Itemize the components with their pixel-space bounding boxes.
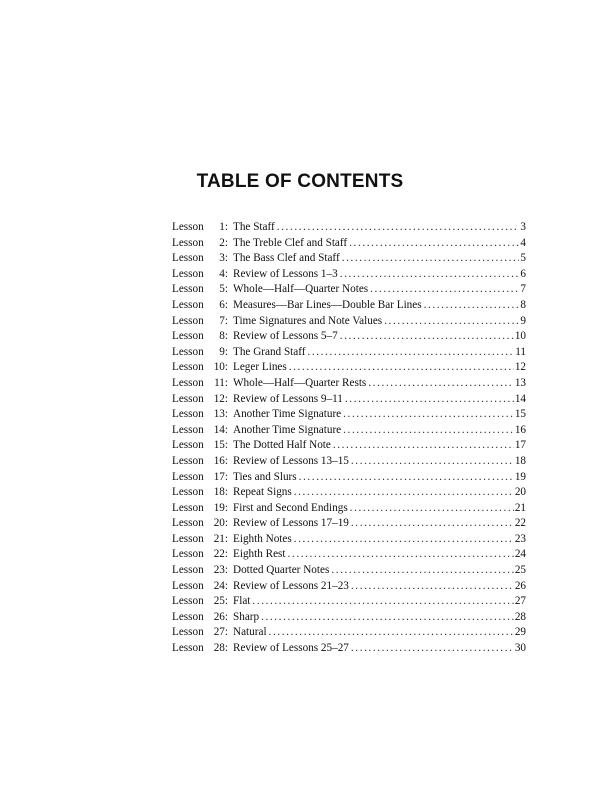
- lesson-title: Another Time Signature: [233, 408, 342, 421]
- dot-leader: [349, 236, 519, 252]
- toc-entry: [172, 392, 526, 408]
- lesson-number: 24:: [213, 579, 228, 592]
- dot-leader: [351, 516, 514, 532]
- lesson-number: 16:: [213, 454, 228, 467]
- dot-leader: [299, 470, 514, 486]
- lesson-label: Lesson: [172, 470, 204, 483]
- lesson-number: 27:: [213, 626, 228, 639]
- toc-entry: [172, 345, 526, 361]
- dot-leader: [288, 547, 514, 563]
- page-number: 25: [514, 564, 526, 577]
- lesson-title: The Treble Clef and Staff: [233, 236, 348, 249]
- lesson-title: Review of Lessons 9–11: [233, 392, 343, 405]
- lesson-number: 11:: [214, 376, 228, 389]
- lesson-number: 17:: [213, 470, 228, 483]
- dot-leader: [294, 485, 514, 501]
- toc-list: [172, 220, 526, 657]
- lesson-label: Lesson: [172, 236, 204, 249]
- lesson-number: 12:: [213, 392, 228, 405]
- lesson-number: 3:: [219, 252, 228, 265]
- lesson-label: Lesson: [172, 439, 204, 452]
- toc-entry: [172, 563, 526, 579]
- page-title: TABLE OF CONTENTS: [196, 170, 404, 192]
- toc-entry: [172, 360, 526, 376]
- lesson-title: Eighth Rest: [233, 548, 286, 561]
- lesson-number: 25:: [213, 595, 228, 608]
- lesson-number: 20:: [213, 517, 228, 530]
- lesson-label: Lesson: [172, 361, 204, 374]
- lesson-number: 23:: [213, 564, 228, 577]
- toc-entry: [172, 594, 526, 610]
- toc-entry: [172, 376, 526, 392]
- page-number: 14: [514, 392, 526, 405]
- dot-leader: [384, 314, 519, 330]
- lesson-label: Lesson: [172, 252, 204, 265]
- lesson-title: Review of Lessons 25–27: [233, 642, 349, 655]
- lesson-title: Dotted Quarter Notes: [233, 564, 330, 577]
- page-number: 7: [520, 283, 526, 296]
- lesson-title: Review of Lessons 5–7: [233, 330, 338, 343]
- toc-entry: [172, 485, 526, 501]
- page-number: 22: [514, 517, 526, 530]
- toc-entry: [172, 579, 526, 595]
- lesson-number: 13:: [213, 408, 228, 421]
- lesson-label: Lesson: [172, 267, 204, 280]
- dot-leader: [370, 282, 519, 298]
- toc-entry: [172, 454, 526, 470]
- toc-entry: [172, 314, 526, 330]
- lesson-label: Lesson: [172, 642, 204, 655]
- lesson-title: Whole—Half—Quarter Rests: [233, 376, 367, 389]
- lesson-number: 22:: [213, 548, 228, 561]
- lesson-title: First and Second Endings: [233, 501, 348, 514]
- lesson-number: 15:: [213, 439, 228, 452]
- lesson-title: Ties and Slurs: [233, 470, 297, 483]
- lesson-title: Flat: [233, 595, 251, 608]
- page-number: 8: [520, 298, 526, 311]
- toc-entry: [172, 282, 526, 298]
- page-number: 23: [514, 532, 526, 545]
- lesson-label: Lesson: [172, 408, 204, 421]
- lesson-label: Lesson: [172, 376, 204, 389]
- dot-leader: [368, 376, 514, 392]
- toc-entry: [172, 267, 526, 283]
- dot-leader: [340, 329, 514, 345]
- lesson-label: Lesson: [172, 392, 204, 405]
- toc-entry: [172, 641, 526, 657]
- dot-leader: [252, 594, 513, 610]
- lesson-number: 2:: [219, 236, 228, 249]
- page-number: 6: [520, 267, 526, 280]
- dot-leader: [294, 532, 514, 548]
- page-number: 5: [520, 252, 526, 265]
- lesson-number: 10:: [213, 361, 228, 374]
- lesson-title: Review of Lessons 17–19: [233, 517, 349, 530]
- dot-leader: [340, 267, 520, 283]
- dot-leader: [261, 610, 514, 626]
- lesson-label: Lesson: [172, 595, 204, 608]
- page-number: 9: [520, 314, 526, 327]
- dot-leader: [331, 563, 514, 579]
- page-number: 20: [514, 486, 526, 499]
- page-number: 18: [514, 454, 526, 467]
- dot-leader: [350, 501, 514, 517]
- lesson-title: Time Signatures and Note Values: [233, 314, 383, 327]
- dot-leader: [342, 251, 520, 267]
- lesson-number: 28:: [213, 642, 228, 655]
- lesson-title: The Staff: [233, 221, 275, 233]
- lesson-label: Lesson: [172, 221, 204, 233]
- toc-entry: [172, 625, 526, 641]
- lesson-title: The Dotted Half Note: [233, 439, 331, 452]
- lesson-number: 14:: [213, 423, 228, 436]
- page-number: 11: [515, 345, 526, 358]
- page-number: 13: [514, 376, 526, 389]
- lesson-title: Review of Lessons 13–15: [233, 454, 349, 467]
- lesson-title: The Bass Clef and Staff: [233, 252, 340, 265]
- toc-entry: [172, 251, 526, 267]
- page-number: 26: [514, 579, 526, 592]
- lesson-number: 21:: [213, 532, 228, 545]
- lesson-title: Review of Lessons 1–3: [233, 267, 338, 280]
- lesson-label: Lesson: [172, 486, 204, 499]
- lesson-title: Natural: [233, 626, 267, 639]
- lesson-label: Lesson: [172, 283, 204, 296]
- toc-entry: [172, 438, 526, 454]
- lesson-title: Measures—Bar Lines—Double Bar Lines: [233, 298, 422, 311]
- toc-entry: [172, 470, 526, 486]
- lesson-title: Repeat Signs: [233, 486, 292, 499]
- lesson-title: The Grand Staff: [233, 345, 306, 358]
- lesson-label: Lesson: [172, 548, 204, 561]
- dot-leader: [333, 438, 514, 454]
- lesson-number: 26:: [213, 610, 228, 623]
- page-number: 19: [514, 470, 526, 483]
- lesson-number: 6:: [219, 298, 228, 311]
- lesson-label: Lesson: [172, 626, 204, 639]
- page-number: 29: [514, 626, 526, 639]
- toc-entry: [172, 423, 526, 439]
- toc-entry: [172, 501, 526, 517]
- page-number: 27: [514, 595, 526, 608]
- lesson-number: 4:: [219, 267, 228, 280]
- dot-leader: [343, 423, 514, 439]
- lesson-number: 8:: [219, 330, 228, 343]
- lesson-label: Lesson: [172, 314, 204, 327]
- page-number: 16: [514, 423, 526, 436]
- lesson-title: Eighth Notes: [233, 532, 292, 545]
- page-number: 21: [514, 501, 526, 514]
- lesson-label: Lesson: [172, 517, 204, 530]
- page-number: 15: [514, 408, 526, 421]
- lesson-label: Lesson: [172, 532, 204, 545]
- page-number: 10: [514, 330, 526, 343]
- page-number: 30: [514, 642, 526, 655]
- lesson-title: Sharp: [233, 610, 260, 623]
- lesson-number: 9:: [219, 345, 228, 358]
- dot-leader: [351, 641, 514, 657]
- toc-entry: [172, 407, 526, 423]
- dot-leader: [308, 345, 515, 361]
- dot-leader: [277, 220, 520, 236]
- toc-entry: [172, 516, 526, 532]
- toc-entry: [172, 298, 526, 314]
- lesson-label: Lesson: [172, 501, 204, 514]
- lesson-title: Whole—Half—Quarter Notes: [233, 283, 369, 296]
- page-number: 3: [520, 221, 526, 233]
- lesson-label: Lesson: [172, 330, 204, 343]
- lesson-label: Lesson: [172, 345, 204, 358]
- lesson-label: Lesson: [172, 454, 204, 467]
- page-number: 28: [514, 610, 526, 623]
- dot-leader: [345, 392, 514, 408]
- dot-leader: [351, 579, 514, 595]
- lesson-title: Review of Lessons 21–23: [233, 579, 349, 592]
- page-number: 17: [514, 439, 526, 452]
- toc-entry: [172, 532, 526, 548]
- dot-leader: [269, 625, 514, 641]
- dot-leader: [289, 360, 514, 376]
- lesson-title: Leger Lines: [233, 361, 287, 374]
- toc-entry: [172, 220, 526, 236]
- toc-entry: [172, 329, 526, 345]
- lesson-number: 18:: [213, 486, 228, 499]
- lesson-label: Lesson: [172, 610, 204, 623]
- toc-entry: [172, 610, 526, 626]
- page-number: 24: [514, 548, 526, 561]
- page-number: 12: [514, 361, 526, 374]
- toc-entry: [172, 236, 526, 252]
- toc-entry: [172, 547, 526, 563]
- lesson-number: 19:: [213, 501, 228, 514]
- lesson-number: 1:: [219, 221, 228, 233]
- lesson-number: 5:: [219, 283, 228, 296]
- dot-leader: [351, 454, 514, 470]
- page-number: 4: [520, 236, 526, 249]
- lesson-label: Lesson: [172, 579, 204, 592]
- lesson-label: Lesson: [172, 564, 204, 577]
- lesson-label: Lesson: [172, 298, 204, 311]
- lesson-number: 7:: [219, 314, 228, 327]
- lesson-title: Another Time Signature: [233, 423, 342, 436]
- dot-leader: [343, 407, 514, 423]
- lesson-label: Lesson: [172, 423, 204, 436]
- dot-leader: [424, 298, 520, 314]
